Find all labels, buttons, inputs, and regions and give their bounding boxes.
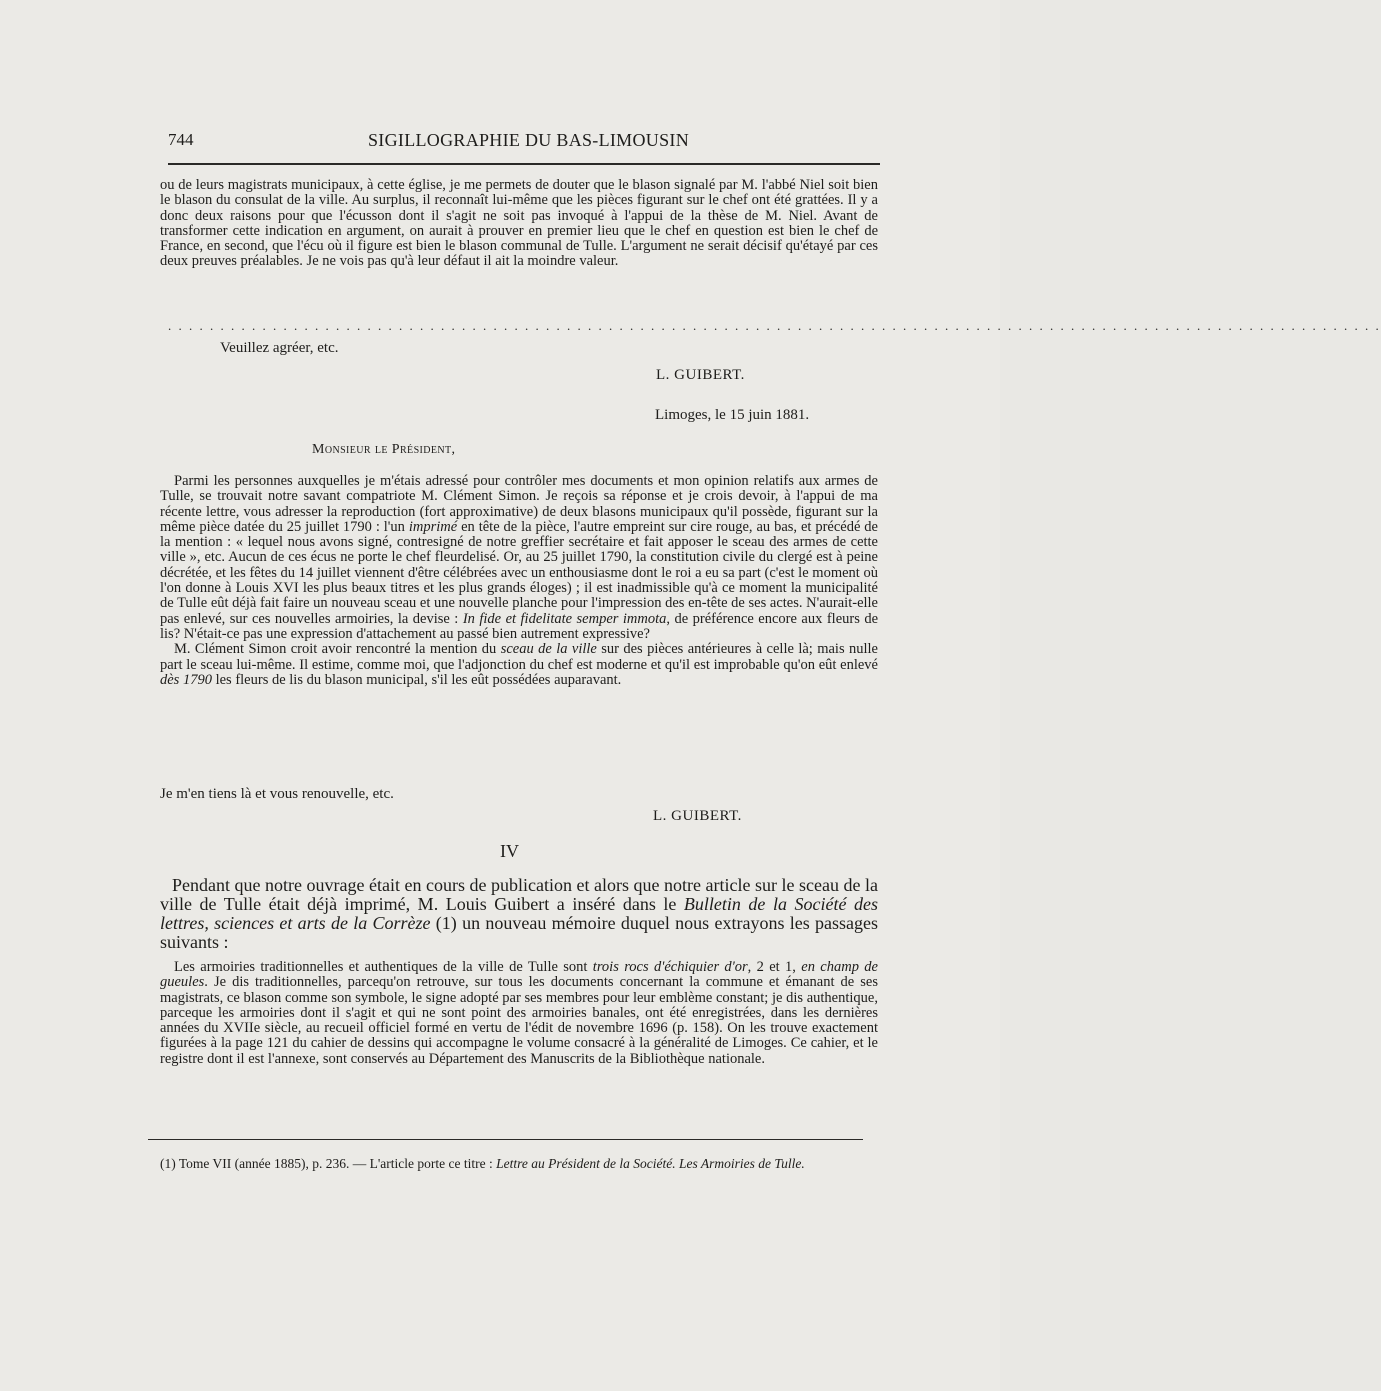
continued-paragraph (160, 178, 878, 270)
italic-run: In fide et fidelitate semper immota (462, 610, 667, 627)
closing-formula-1: Veuillez agréer, etc. (220, 340, 339, 356)
letter-paragraph-2 (160, 642, 878, 688)
text-run: sur des pièces antérieures à celle là; mais nulle part le sceau lui-même. Il estime, comme moi, que l'adjonction du chef est moderne et qu'il est improbable qu'on eût enlevé (160, 641, 878, 673)
footnote-rule (148, 1139, 863, 1140)
italic-run: Bulletin de la Société des lettres, sciences et arts de la Corrèze (160, 894, 878, 933)
italic-run: imprimé (408, 518, 458, 535)
text-run: en tête de la pièce, l'autre empreint sur cire rouge, au bas, et précédé de la mention : « lequel nous avons signé, contresigné de notre greffier secrétaire et fait apposer le sceau des armes de cette ville », etc. Aucun de ces écus ne porte le chef fleurdelisé. Or, au 25 juillet 1790, la constitution civile du clergé est à peine décrétée, et les fêtes du 14 juillet viennent d'être célébrées avec un enthousiasme dont le roi a eu sa part (c'est le moment où l'on donne à Louis XVI les plus beaux titres et les plus grands éloges) ; il est inadmissible qu'à ce moment la municipalité de Tulle eût déjà fait faire un nouveau sceau et une nouvelle planche pour l'impression des en-tête de ses actes. N'aurait-elle pas enlevé, sur ces nouvelles armoiries, la devise : (160, 518, 878, 627)
quote-text (160, 960, 878, 1067)
text-run: Pendant que notre ouvrage était en cours de publication et alors que notre article sur le sceau de la ville de Tulle était déjà imprimé, M. Louis Guibert a inséré dans le (160, 875, 878, 914)
text-run: . Je dis traditionnelles, parcequ'on retrouve, sur tous les documents concernant la commune et émanant de ses magistrats, ce blason comme son symbole, le signe adopté par ses membres pour leur emblème constant; je dis authentique, parceque les armoiries dont il s'agit et qui ne sont point des armoiries banales, ont été enregistrées, dans les dernières années du XVIIe siècle, au recueil officiel formé en vertu de l'édit de novembre 1696 (p. 158). On les trouve exactement figurées à la page 121 du cahier de dessins qui accompagne le volume consacré à la généralité de Limoges. Ce cahier, et le registre dont il est l'annexe, sont conservés au Département des Manuscrits de la Bibliothèque nationale. (160, 974, 878, 1067)
paragraph-text: ou de leurs magistrats municipaux, à cette église, je me permets de douter que le blason signalé par M. l'abbé Niel soit bien le blason du consulat de la ville. Au surplus, il reconnaît lui-même que les pièces figurant sur le chef ont été grattées. Il y a donc deux raisons pour que l'écusson dont il s'agit ne soit pas invoqué à l'appui de la thèse de M. Niel. Avant de transformer cette indication en argument, on aurait à prouver en premier lieu que le chef en question est bien le chef de France, en second, que l'écu où il figure est bien le blason communal de Tulle. L'argument ne serait décisif qu'étayé par ces deux preuves préalables. Je ne vois pas qu'à leur défaut il ait la moindre valeur. (160, 177, 878, 270)
text-run: Les armoiries traditionnelles et authentiques de la ville de Tulle sont (174, 959, 593, 975)
section-number: IV (500, 841, 519, 861)
text-run: (1) Tome VII (année 1885), p. 236. — L'article porte ce titre : (160, 1156, 497, 1171)
header-rule (168, 163, 880, 165)
closing-formula-2: Je m'en tiens là et vous renouvelle, etc. (160, 786, 394, 802)
lead-paragraph (160, 876, 878, 952)
text-run: , 2 et 1, (747, 959, 802, 975)
letter-dateline: Limoges, le 15 juin 1881. (655, 407, 810, 423)
running-title: SIGILLOGRAPHIE DU BAS-LIMOUSIN (368, 130, 689, 150)
italic-run: Lettre au Président de la Société. Les Armoiries de Tulle. (496, 1156, 805, 1171)
text-run: les fleurs de lis du blason municipal, s'il les eût possédées auparavant. (211, 671, 622, 688)
text-run: M. Clément Simon croit avoir rencontré la mention du (174, 641, 501, 658)
signature-1: L. GUIBERT. (656, 367, 745, 383)
quoted-passage (160, 960, 878, 1067)
page-header (168, 128, 880, 158)
italic-run: dès 1790 (160, 671, 212, 688)
italic-run: sceau de la ville (500, 641, 597, 658)
footnote-text (160, 1156, 878, 1172)
italic-run: trois rocs d'échiquier d'or (592, 959, 748, 975)
text-run: , de préférence encore aux fleurs de lis? N'était-ce pas une expression d'attachement au passé bien autrement expressive? (160, 610, 879, 642)
text-run: Parmi les personnes auxquelles je m'étais adressé pour contrôler mes documents et mon opinion relatifs aux armes de Tulle, se trouvait notre savant compatriote M. Clément Simon. Je reçois sa réponse et je crois devoir, à l'appui de ma récente lettre, vous adresser la reproduction (fort approximative) de deux blasons municipaux qu'il possède, figurant sur la même pièce datée du 25 juillet 1790 : l'un (160, 473, 878, 535)
lead-text (160, 876, 878, 952)
letter-paragraph-1 (160, 474, 878, 642)
ellipsis-dots: . . . . . . . . . . . . . . . . . . . . . . . . . . . . . . . . . . . . . . . . . . . . . . . . . . . . . . . . . . . . . . . . . . . . . . . . . . . . . . . . . . . . . . . . . . . . . . . . . . . . . . . . . . . . . . . . . . . . (168, 318, 1381, 333)
letter-salutation: Monsieur le Président, (312, 442, 456, 457)
italic-run: en champ de gueules (160, 959, 878, 991)
page-number: 744 (168, 130, 194, 149)
signature-2: L. GUIBERT. (653, 808, 742, 824)
text-run: (1) un nouveau mémoire duquel nous extrayons les passages suivants : (160, 913, 878, 952)
footnote (160, 1156, 878, 1172)
letter-body (160, 474, 878, 688)
